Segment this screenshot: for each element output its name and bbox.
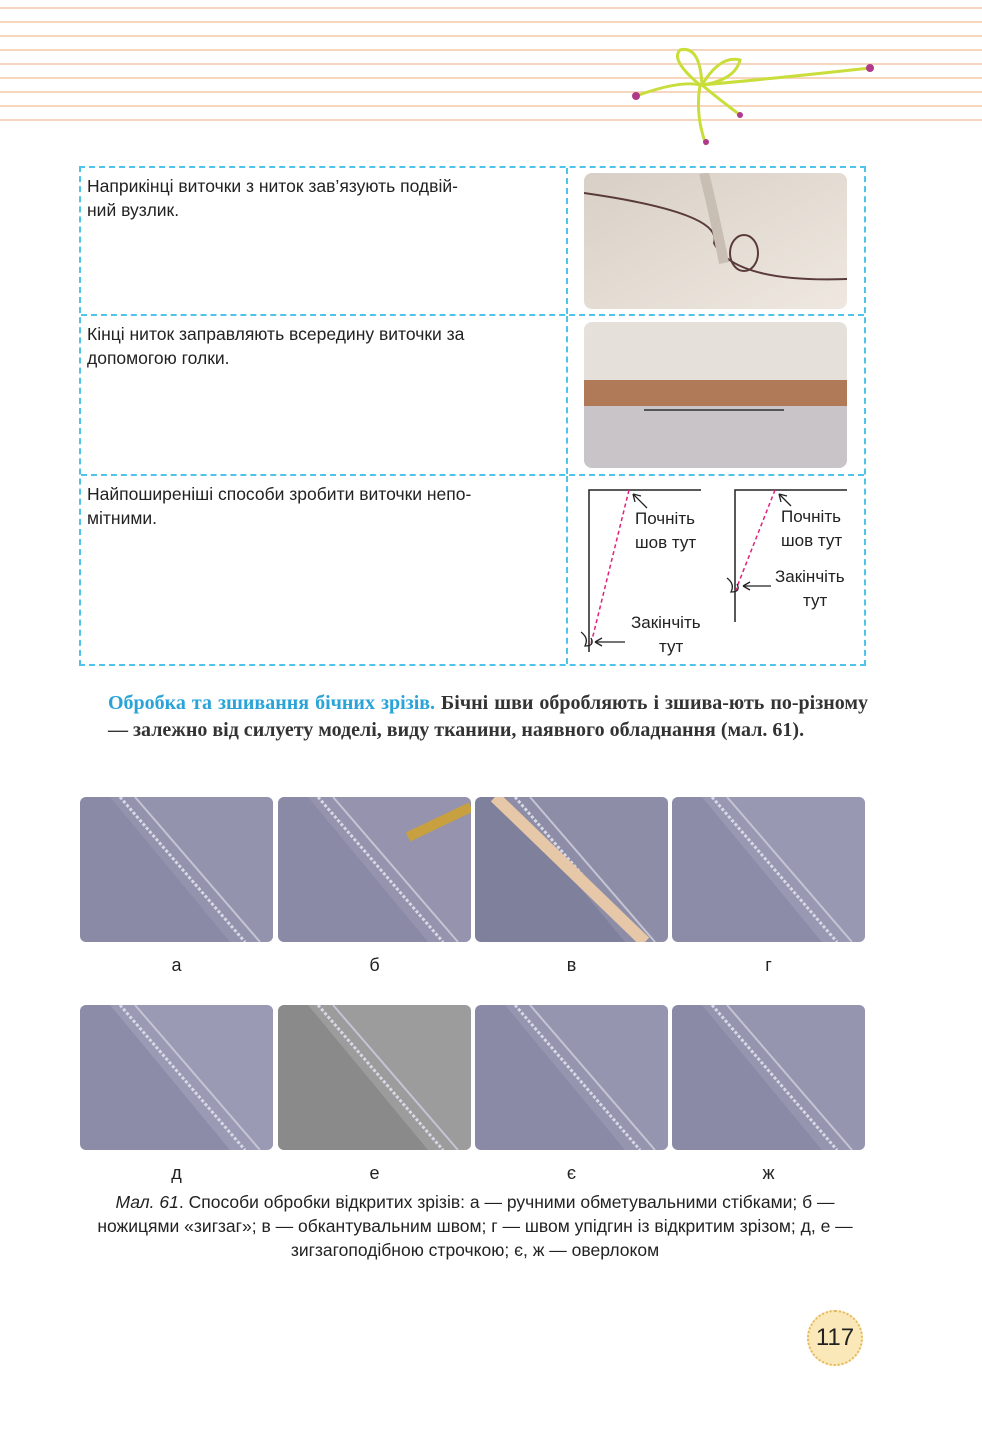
caption-prefix: Мал. 61 (115, 1192, 179, 1212)
notebook-lines (0, 0, 982, 150)
page-number: 117 (807, 1310, 863, 1366)
figure-label: г (765, 955, 772, 975)
seam-photo-6 (475, 1005, 668, 1150)
figure-label: б (369, 955, 380, 975)
figure-label: є (566, 1163, 577, 1183)
seam-photo-0 (80, 797, 273, 942)
row-text: Кінці ниток заправляють всередину виточки за допомогою голки. (87, 324, 465, 368)
start-label-right: Почніть шов тут (781, 507, 843, 550)
seam-photo-5 (278, 1005, 471, 1150)
dart-diagram (575, 482, 865, 666)
instruction-table (79, 166, 866, 666)
row-text: Наприкінці виточки з ниток зав’язують подвій- ний вузлик. (87, 176, 458, 220)
seam-photo-3 (672, 797, 865, 942)
figure-label: в (566, 955, 577, 975)
body-paragraph (108, 690, 868, 744)
end-label-left: Закінчіть тут (631, 613, 701, 656)
caption-text: . Способи обробки відкритих зрізів: а — ручними обметувальними стібками; б — ножицями «зигзаг»; в — обкантувальним швом; г — швом упідгин із відкритим зрізом; д, е — зигзагоподібною строчкою; є, ж — оверлоком (97, 1192, 853, 1260)
row-text: Найпоширеніші способи зробити виточки непо- мітними. (87, 484, 472, 528)
figure-label: ж (762, 1163, 775, 1183)
needle-photo (584, 322, 847, 468)
seam-photo-2 (475, 797, 668, 942)
table-row (81, 316, 864, 476)
start-label-left: Почніть шов тут (635, 509, 697, 552)
seam-photo-7 (672, 1005, 865, 1150)
figure-label: а (171, 955, 182, 975)
figure-label: д (171, 1163, 182, 1183)
end-label-right: Закінчіть тут (775, 567, 845, 610)
figure-caption (80, 1190, 870, 1262)
seam-photo-4 (80, 1005, 273, 1150)
paragraph-body: Бічні шви обробляють і зшива-ють по-різному — залежно від силуету моделі, виду тканини, наявного обладнання (мал. 61). (108, 692, 869, 741)
table-row (81, 476, 864, 664)
table-row (81, 168, 864, 316)
figure-label: е (369, 1163, 380, 1183)
seam-photo-1 (278, 797, 471, 942)
knot-photo (584, 173, 847, 309)
paragraph-heading: Обробка та зшивання бічних зрізів. (108, 692, 436, 714)
